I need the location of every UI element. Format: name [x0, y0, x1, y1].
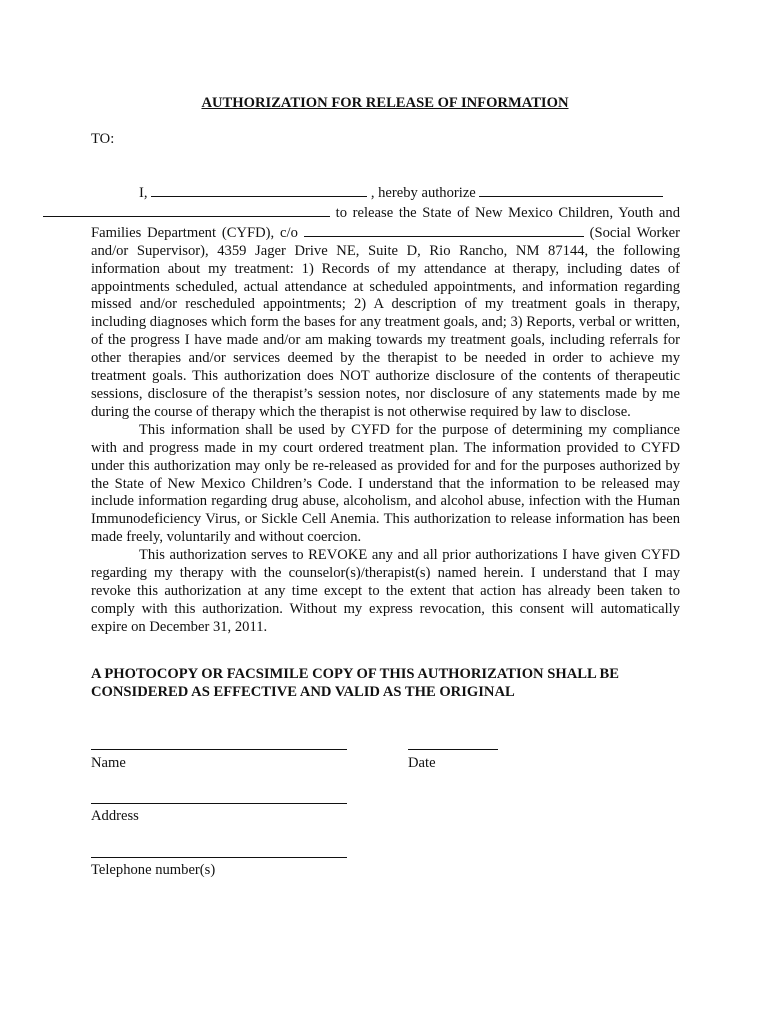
to-label: TO:	[91, 131, 115, 147]
name-signature-line[interactable]	[91, 749, 347, 750]
telephone-line[interactable]	[91, 857, 347, 858]
document-body	[91, 183, 680, 637]
paragraph-revocation: This authorization serves to REVOKE any and all prior authorizations I have given CYFD regarding my therapy with the counselor(s)/therapist(s) named herein. I understand that I may revoke this authorization at any time except to the extent that action has already been taken to comply with this authorization. Without my express revocation, this consent will automatically expire on December 31, 2011.	[91, 547, 680, 635]
authorizer-name-blank[interactable]	[151, 183, 367, 197]
address-label: Address	[91, 808, 139, 824]
telephone-label: Telephone number(s)	[91, 862, 216, 878]
intro-i: I,	[139, 185, 148, 201]
date-signature-line[interactable]	[408, 749, 498, 750]
photocopy-notice: A PHOTOCOPY OR FACSIMILE COPY OF THIS AUTHORIZATION SHALL BE CONSIDERED AS EFFECTIVE AND VALID AS THE ORIGINAL	[91, 666, 620, 700]
cyfd-text: Youth and Families Department (CYFD), c/o	[91, 204, 680, 241]
paragraph-authorization	[91, 183, 680, 422]
release-text: to release the State of New Mexico Children,	[335, 204, 614, 221]
address-line[interactable]	[91, 803, 347, 804]
name-label: Name	[91, 755, 126, 771]
hereby-authorize-text: , hereby authorize	[370, 185, 476, 201]
paragraph-authorization-rest: (Social Worker and/or Supervisor), 4359 Jager Drive NE, Suite D, Rio Rancho, NM 87144, the following information about my treatment: 1) Records of my attendance at therapy, including dates of appointments scheduled, actual attendance at scheduled appointments, and information regarding missed and/or rescheduled appointments; 2) A description of my treatment goals in therapy, including diagnoses which form the bases for any treatment goals, and; 3) Reports, verbal or written, of the progress I have made and/or am making towards my treatment goals, including referrals for other therapies and/or services deemed by the therapist to be needed in order to achieve my treatment goals. This authorization does NOT authorize disclosure of the contents of therapeutic sessions, disclosure of the therapist’s session notes, nor disclosure of any statements made by me during the course of therapy which the therapist is not otherwise required by law to disclose.	[91, 224, 680, 420]
document-title: AUTHORIZATION FOR RELEASE OF INFORMATION	[201, 95, 569, 111]
social-worker-blank[interactable]	[304, 223, 584, 237]
date-label: Date	[408, 755, 436, 771]
authorized-party-blank-2[interactable]	[43, 203, 330, 217]
authorized-party-blank-1[interactable]	[479, 183, 663, 197]
paragraph-purpose: This information shall be used by CYFD for the purpose of determining my compliance with and progress made in my court ordered treatment plan. The information provided to CYFD under this authorization may only be re-released as provided for and for the purposes authorized by the State of New Mexico Children’s Code. I understand that the information to be released may include information regarding drug abuse, alcoholism, and alcohol abuse, infection with the Human Immunodeficiency Virus, or Sickle Cell Anemia. This authorization to release information has been made freely, voluntarily and without coercion.	[91, 421, 680, 546]
